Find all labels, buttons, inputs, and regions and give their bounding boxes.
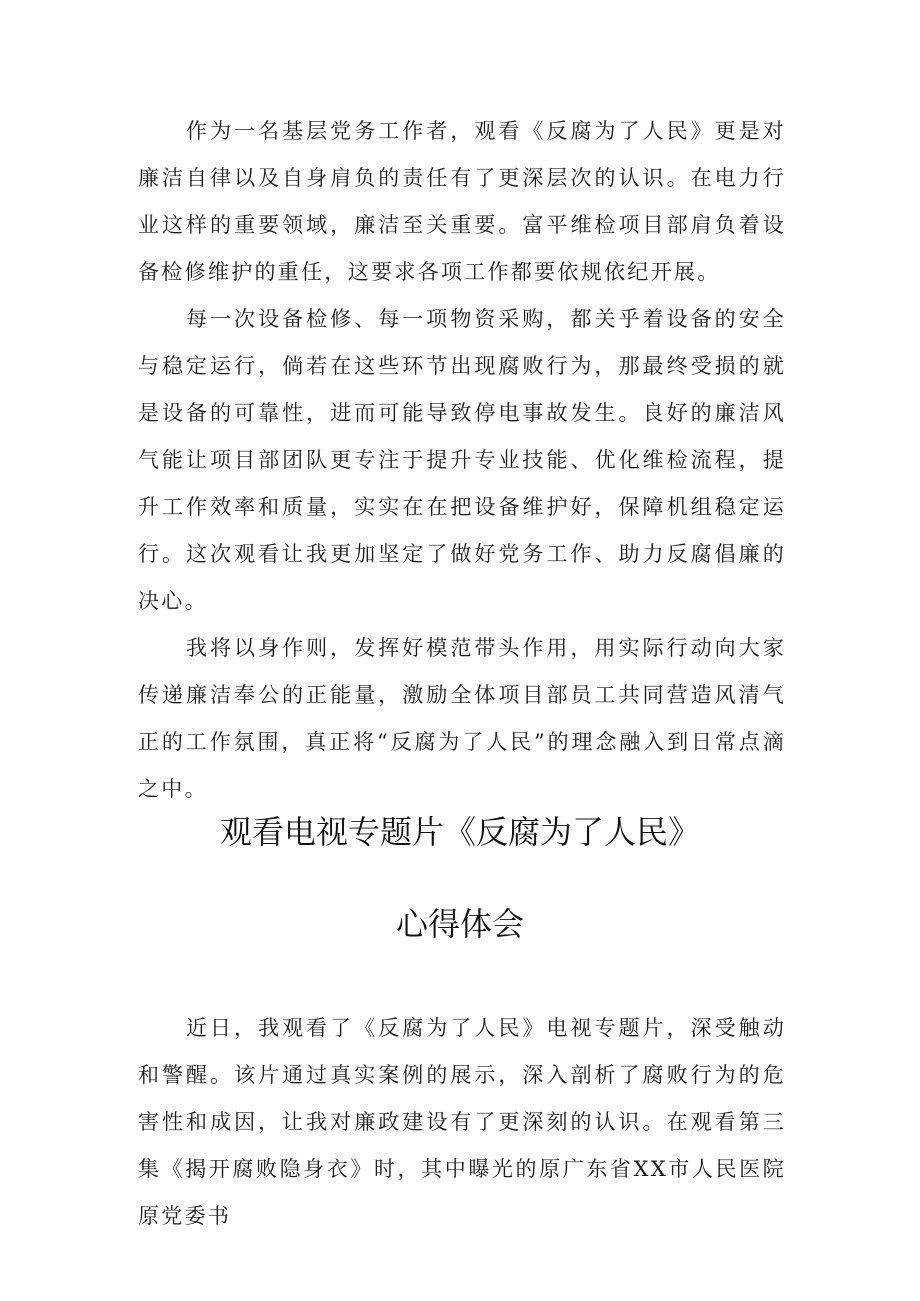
essay-title: 观看电视专题片《反腐为了人民》 bbox=[219, 813, 700, 851]
essay-body bbox=[138, 1005, 786, 1240]
essay-subtitle: 心得体会 bbox=[395, 905, 524, 943]
paragraph: 每一次设备检修、每一项物资采购，都关乎着设备的安全与稳定运行，倘若在这些环节出现腐败行为，那最终受损的就是设备的可靠性，进而可能导致停电事故发生。良好的廉洁风气能让项目部团队更专注于提升专业技能、优化维检流程，提升工作效率和质量，实实在在把设备维护好，保障机组稳定运行。这次观看让我更加坚定了做好党务工作、助力反腐倡廉的决心。 bbox=[138, 307, 786, 613]
paragraph: 我将以身作则，发挥好模范带头作用，用实际行动向大家传递廉洁奉公的正能量，激励全体项目部员工共同营造风清气正的工作氛围，真正将“反腐为了人民”的理念融入到日常点滴之中。 bbox=[138, 636, 786, 801]
previous-essay-conclusion bbox=[138, 108, 786, 813]
paragraph: 作为一名基层党务工作者，观看《反腐为了人民》更是对廉洁自律以及自身肩负的责任有了更深层次的认识。在电力行业这样的重要领域，廉洁至关重要。富平维检项目部肩负着设备检修维护的重任，这要求各项工作都要依规依纪开展。 bbox=[138, 119, 786, 284]
paragraph: 近日，我观看了《反腐为了人民》电视专题片，深受触动和警醒。该片通过真实案例的展示，深入剖析了腐败行为的危害性和成因，让我对廉政建设有了更深刻的认识。在观看第三集《揭开腐败隐身衣》时，其中曝光的原广东省XX市人民医院原党委书 bbox=[138, 1016, 786, 1228]
